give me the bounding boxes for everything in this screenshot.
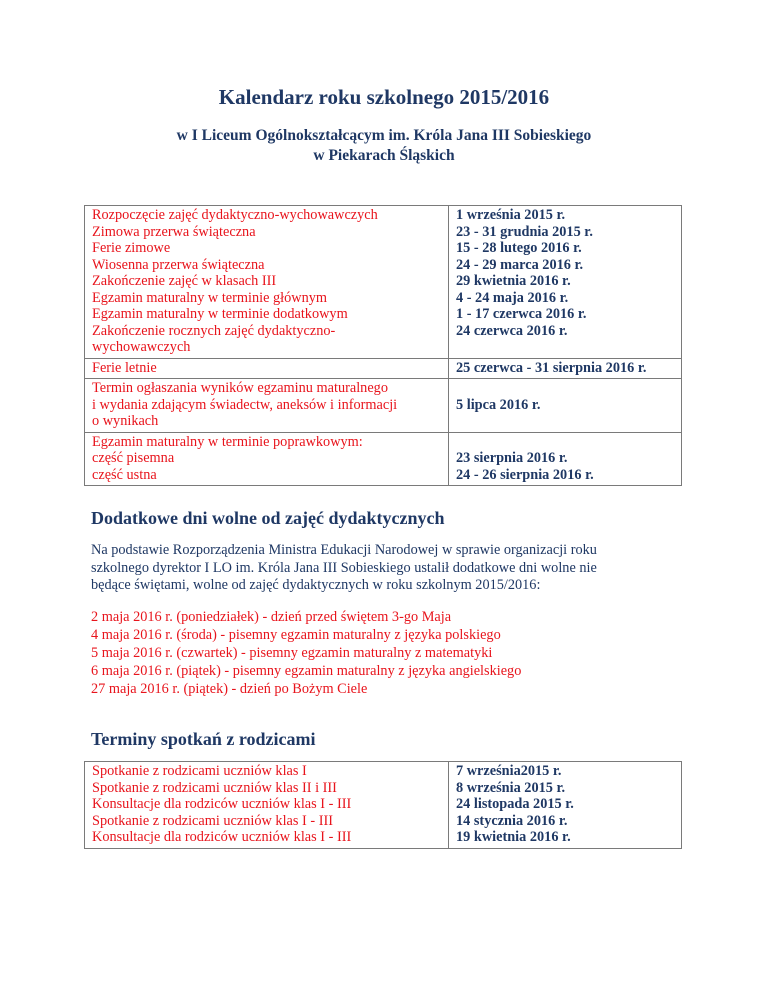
table-row	[85, 358, 682, 379]
table-row	[85, 432, 682, 486]
event-label: Egzamin maturalny w terminie dodatkowym	[92, 306, 348, 322]
event-label: Egzamin maturalny w terminie poprawkowym:	[92, 433, 363, 450]
event-label-cont: i wydania zdającym świadectw, aneksów i informacji	[92, 396, 398, 413]
meeting-events-cell	[85, 762, 449, 849]
event-label: Ferie zimowe	[92, 240, 171, 256]
table-row	[85, 762, 682, 849]
intro-line: będące świętami, wolne od zajęć dydaktycznych w roku szkolnym 2015/2016:	[91, 577, 541, 593]
meeting-date: 14 stycznia 2016 r.	[456, 812, 568, 829]
event-date: 24 - 29 marca 2016 r.	[456, 256, 584, 273]
calendar-event-cell	[85, 432, 449, 486]
meeting-date: 19 kwietnia 2016 r.	[456, 829, 571, 845]
event-label: Zakończenie zajęć w klasach III	[92, 273, 277, 289]
event-label: Zakończenie rocznych zajęć dydaktyczno-	[92, 322, 336, 339]
calendar-event-cell	[85, 358, 449, 379]
event-date: 25 czerwca - 31 sierpnia 2016 r.	[456, 359, 647, 376]
days-off-intro	[91, 542, 691, 595]
subtitle-line: w Piekarach Śląskich	[313, 147, 455, 164]
event-date: 24 - 26 sierpnia 2016 r.	[456, 466, 594, 483]
event-date: 15 - 28 lutego 2016 r.	[456, 240, 582, 256]
table-row	[85, 379, 682, 433]
intro-line: Na podstawie Rozporządzenia Ministra Edukacji Narodowej w sprawie organizacji roku	[91, 542, 597, 558]
event-label: Wiosenna przerwa świąteczna	[92, 256, 265, 273]
page-title: Kalendarz roku szkolnego 2015/2016	[218, 85, 550, 109]
calendar-event-cell	[85, 379, 449, 433]
meeting-label: Konsultacje dla rodziców uczniów klas I - III	[92, 796, 352, 812]
event-label-cont: część pisemna	[92, 450, 175, 466]
event-label-cont: część ustna	[92, 466, 157, 483]
list-item: 27 maja 2016 r. (piątek) - dzień po Bożym Ciele	[91, 681, 368, 697]
event-date: 1 - 17 czerwca 2016 r.	[456, 306, 587, 322]
calendar-date-cell	[449, 358, 682, 379]
event-label: Egzamin maturalny w terminie głównym	[92, 289, 328, 306]
calendar-events-cell	[85, 206, 449, 359]
spacer	[456, 434, 675, 451]
meeting-label: Spotkanie z rodzicami uczniów klas I	[92, 763, 307, 779]
list-item: 4 maja 2016 r. (środa) - pisemny egzamin maturalny z języka polskiego	[91, 627, 501, 643]
event-label: Ferie letnie	[92, 359, 157, 376]
event-date: 23 sierpnia 2016 r.	[456, 450, 568, 466]
event-label: Rozpoczęcie zajęć dydaktyczno-wychowawczych	[92, 207, 378, 223]
list-item: 5 maja 2016 r. (czwartek) - pisemny egzamin maturalny z matematyki	[91, 645, 493, 661]
event-label-cont: wychowawczych	[92, 339, 191, 355]
section-heading-parent-meetings: Terminy spotkań z rodzicami	[91, 729, 316, 749]
section-heading-days-off: Dodatkowe dni wolne od zajęć dydaktycznych	[91, 508, 445, 528]
meeting-date: 7 września2015 r.	[456, 763, 562, 779]
intro-line: szkolnego dyrektor I LO im. Króla Jana III Sobieskiego ustalił dodatkowe dni wolne nie	[91, 559, 597, 576]
event-label: Termin ogłaszania wyników egzaminu maturalnego	[92, 380, 388, 396]
days-off-list	[91, 608, 521, 698]
event-date: 23 - 31 grudnia 2015 r.	[456, 223, 593, 240]
meeting-label: Spotkanie z rodzicami uczniów klas I - III	[92, 812, 333, 829]
meeting-date: 24 listopada 2015 r.	[456, 796, 574, 812]
subtitle-line: w I Liceum Ogólnokształcącym im. Króla Jana III Sobieskiego	[176, 127, 592, 144]
event-date: 29 kwietnia 2016 r.	[456, 273, 571, 289]
meeting-date: 8 września 2015 r.	[456, 779, 566, 796]
list-item: 2 maja 2016 r. (poniedziałek) - dzień przed świętem 3-go Maja	[91, 609, 452, 625]
meeting-label: Spotkanie z rodzicami uczniów klas II i III	[92, 779, 337, 796]
list-item: 6 maja 2016 r. (piątek) - pisemny egzamin maturalny z języka angielskiego	[91, 663, 522, 679]
event-date: 4 - 24 maja 2016 r.	[456, 289, 569, 306]
calendar-date-cell	[449, 379, 682, 433]
event-date: 24 czerwca 2016 r.	[456, 322, 568, 339]
calendar-date-cell	[449, 432, 682, 486]
calendar-dates-cell	[449, 206, 682, 359]
event-label: Zimowa przerwa świąteczna	[92, 223, 256, 240]
event-date: 5 lipca 2016 r.	[456, 396, 541, 413]
page-subtitle	[0, 126, 768, 166]
meeting-label: Konsultacje dla rodziców uczniów klas I - III	[92, 829, 352, 845]
meeting-dates-cell	[449, 762, 682, 849]
event-label-cont: o wynikach	[92, 413, 159, 429]
table-row	[85, 206, 682, 359]
parent-meetings-table	[84, 761, 682, 849]
school-calendar-table	[84, 205, 682, 486]
event-date: 1 września 2015 r.	[456, 207, 566, 223]
